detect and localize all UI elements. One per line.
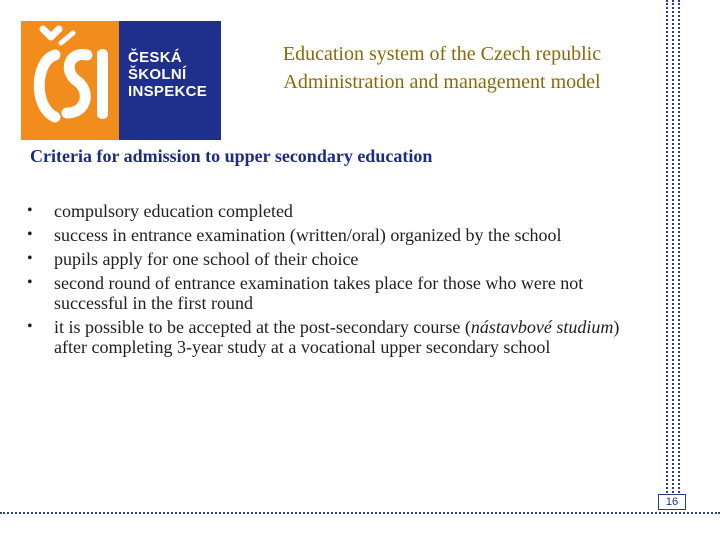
bullet-item [27,273,655,313]
bullet-text: second round of entrance examination takes place for those who were not successful in the first round [54,273,584,313]
bullet-item [27,249,655,269]
dotted-divider-vertical [666,0,668,505]
bullet-text: compulsory education completed [54,201,293,221]
logo-mark-icon [21,21,119,140]
title-line-1: Education system of the Czech republic [282,43,602,65]
bullet-item [27,317,655,357]
bullet-text: success in entrance examination (written/oral) organized by the school [54,225,562,245]
bullet-text-after: ) after completing 3-year study at a vocational upper secondary school [54,317,620,357]
bullet-text-before: it is possible to be accepted at the post-secondary course ( [54,317,471,337]
slide-title [226,40,658,96]
dotted-divider-horizontal [0,512,720,514]
bullet-italic-term: nástavbové studium [470,317,614,337]
bullet-text: pupils apply for one school of their choice [54,249,359,269]
dotted-divider-vertical [678,0,680,505]
section-heading: Criteria for admission to upper secondary education [30,146,433,166]
logo-brand-text: ČESKÁ ŠKOLNÍ INSPEKCE [128,49,208,100]
title-line-2: Administration and management model [283,71,601,93]
page-number: 16 [658,494,686,510]
bullet-item [27,201,655,221]
bullet-list [27,201,655,361]
bullet-item [27,225,655,245]
csi-logo [21,21,221,140]
dotted-divider-vertical [672,0,674,505]
